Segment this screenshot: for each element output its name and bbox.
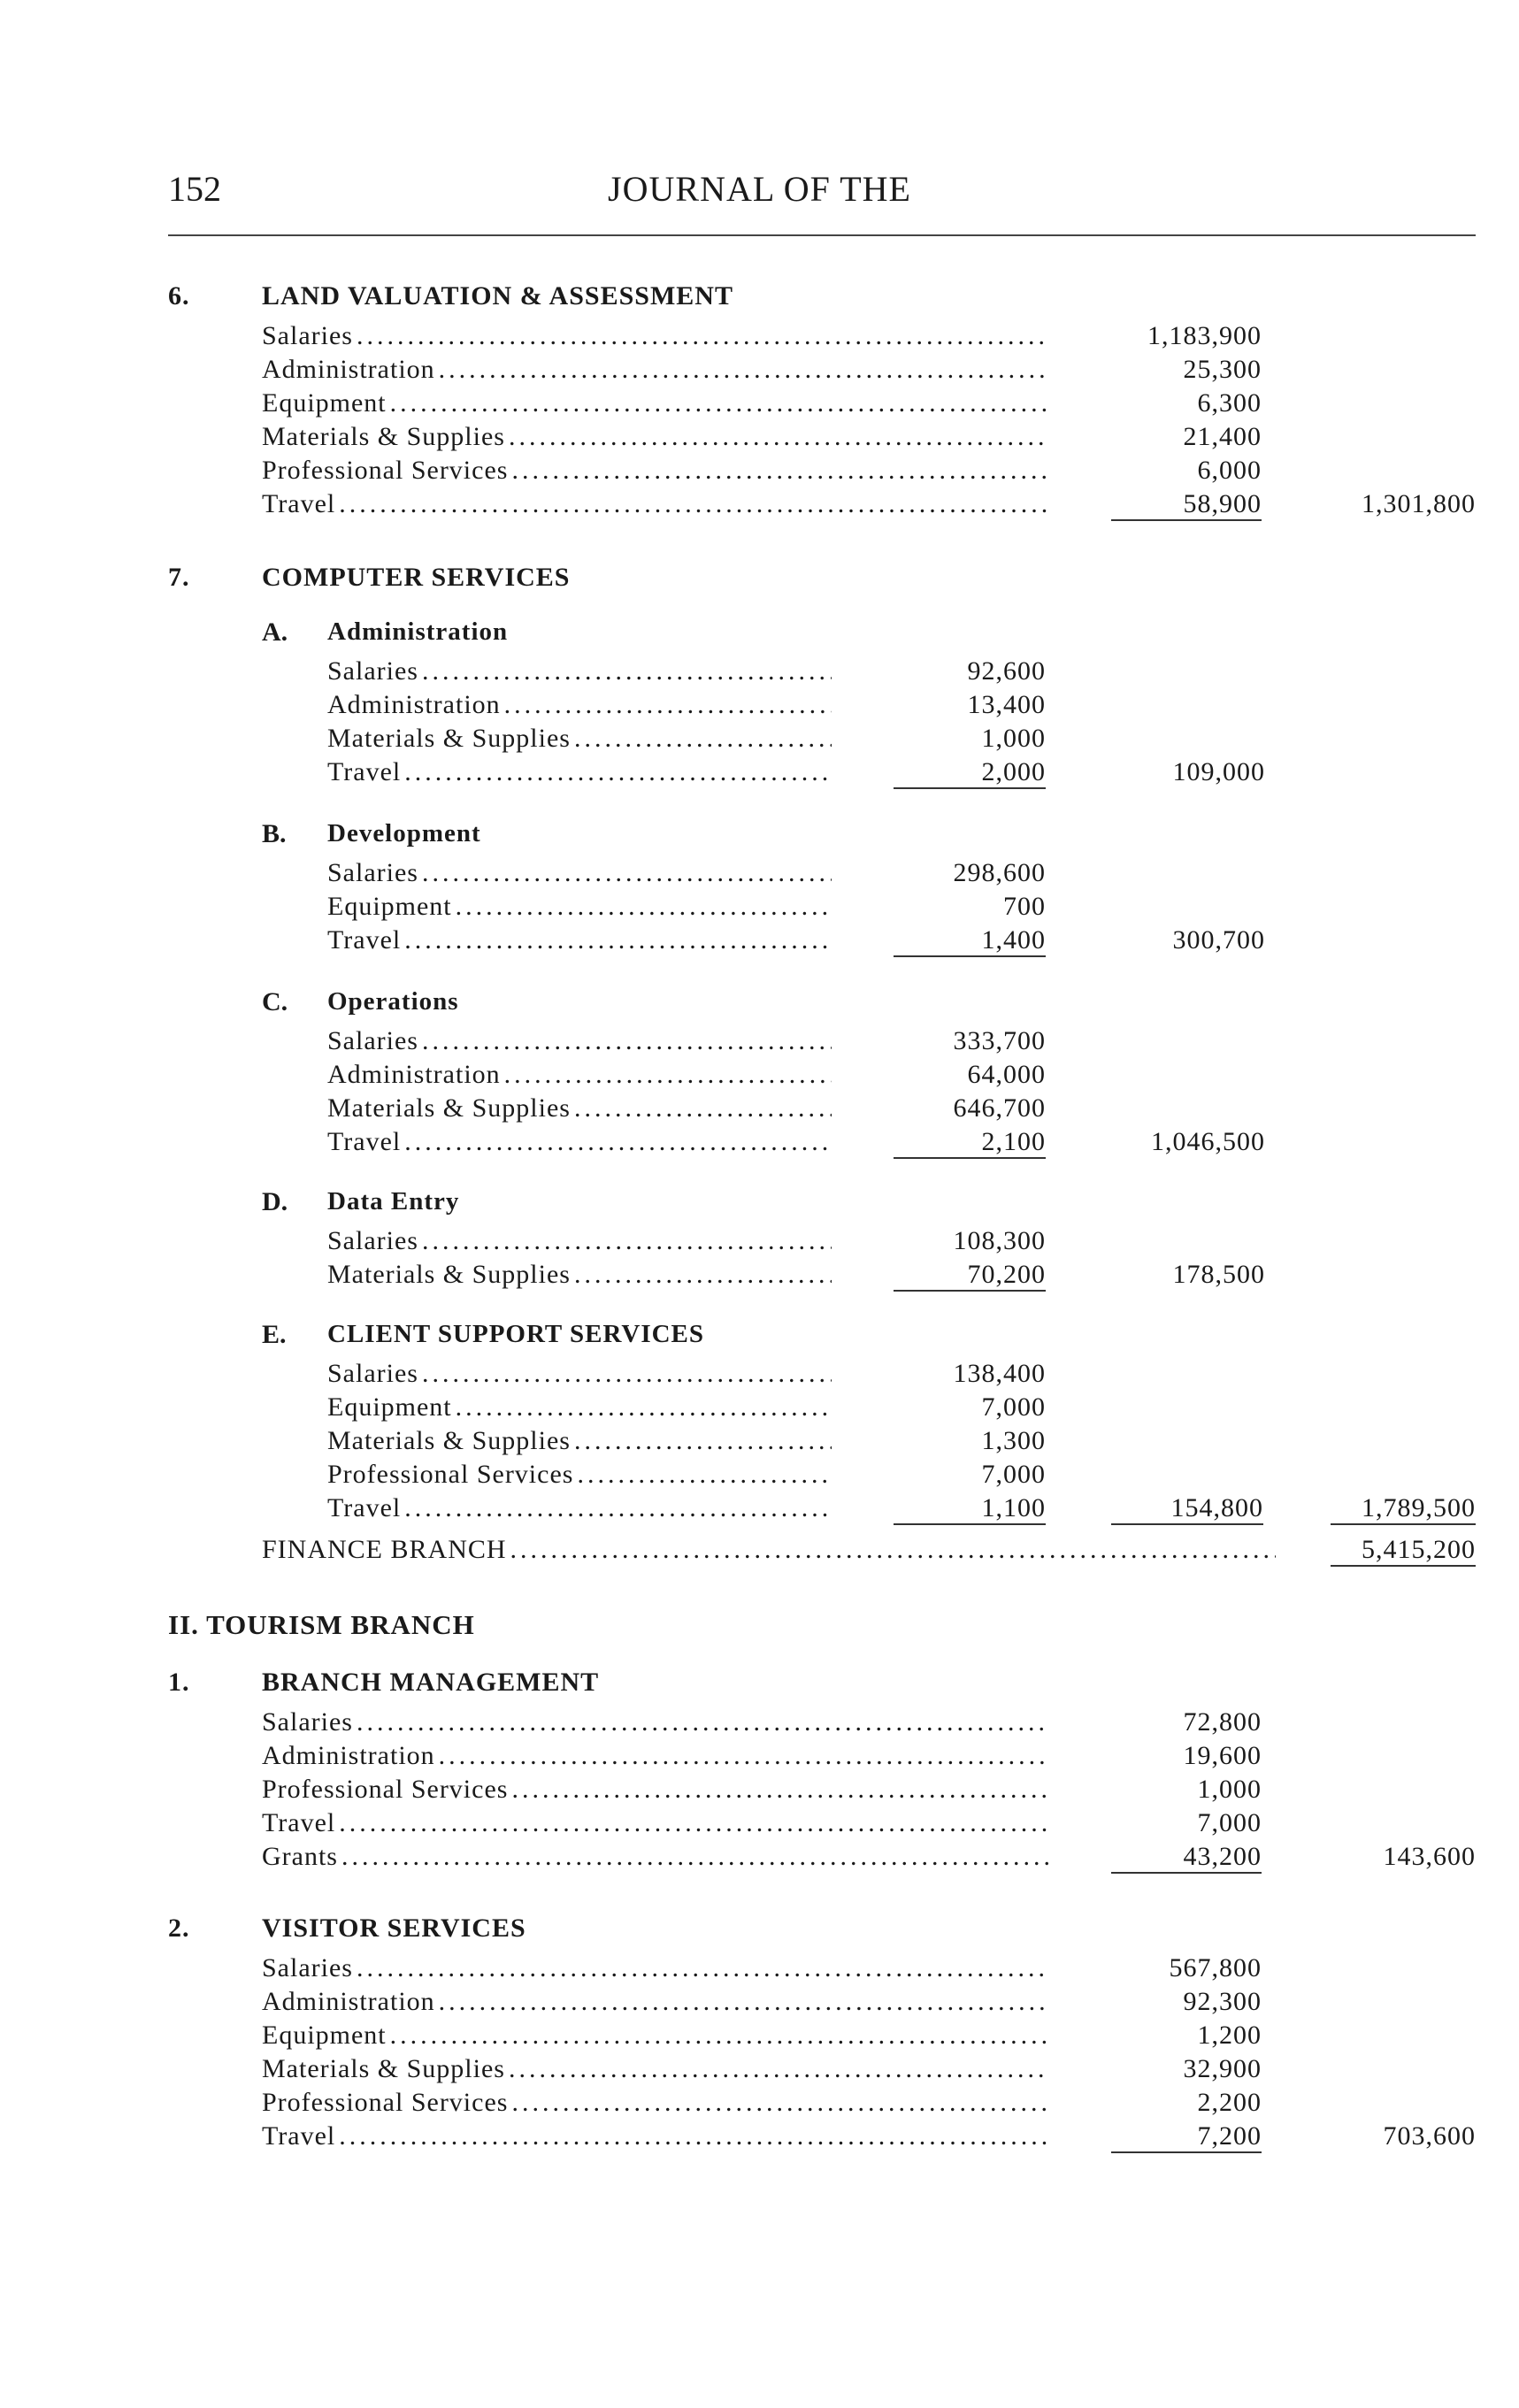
section-number: 6. xyxy=(168,281,190,311)
line-amount: 646,700 xyxy=(953,1093,1046,1123)
line-amount: 72,800 xyxy=(1183,1707,1262,1737)
line-label: Travel xyxy=(262,1808,336,1837)
subsection-letter: C. xyxy=(262,987,288,1016)
part-heading: II. TOURISM BRANCH xyxy=(168,1609,475,1640)
subsection-total: 109,000 xyxy=(1172,757,1265,786)
line-label: Salaries xyxy=(262,1953,353,1982)
budget-line xyxy=(262,422,1476,456)
line-label: Materials & Supplies xyxy=(327,1260,571,1289)
page-number: 152 xyxy=(168,169,221,209)
budget-line xyxy=(327,656,1265,690)
budget-line xyxy=(262,1953,1476,1987)
budget-line xyxy=(327,1426,1476,1460)
line-label: Salaries xyxy=(327,858,418,887)
budget-line xyxy=(262,355,1476,388)
line-amount: 1,000 xyxy=(981,724,1046,753)
line-label: Travel xyxy=(262,2121,336,2151)
budget-line xyxy=(262,1707,1476,1741)
budget-line xyxy=(327,690,1265,724)
subsection-total: 178,500 xyxy=(1172,1260,1265,1289)
budget-line xyxy=(327,1260,1265,1293)
line-amount: 6,300 xyxy=(1197,388,1262,418)
subsection-total: 154,800 xyxy=(1111,1493,1263,1525)
budget-line xyxy=(327,1093,1265,1127)
budget-line xyxy=(327,1127,1265,1161)
line-amount: 6,000 xyxy=(1197,456,1262,485)
subsection-heading: Data Entry xyxy=(327,1187,460,1216)
line-label: Administration xyxy=(262,1741,435,1770)
budget-line xyxy=(262,1808,1476,1842)
line-label: Travel xyxy=(327,757,402,786)
line-label: Professional Services xyxy=(262,2088,509,2117)
line-label: Professional Services xyxy=(327,1460,574,1489)
line-amount: 58,900 xyxy=(1111,489,1262,521)
line-amount: 2,100 xyxy=(894,1127,1046,1159)
section-heading: COMPUTER SERVICES xyxy=(262,563,571,592)
budget-line xyxy=(262,1987,1476,2021)
line-amount: 92,300 xyxy=(1183,1987,1262,2016)
line-label: Grants xyxy=(262,1842,338,1871)
line-label: Administration xyxy=(327,690,501,719)
line-label: Equipment xyxy=(327,1392,452,1422)
section-number: 7. xyxy=(168,563,190,592)
line-label: Materials & Supplies xyxy=(327,1426,571,1455)
line-amount: 138,400 xyxy=(953,1359,1046,1388)
subsection-total: 300,700 xyxy=(1172,925,1265,955)
line-amount: 25,300 xyxy=(1183,355,1262,384)
budget-line xyxy=(262,321,1476,355)
section-total: 1,789,500 xyxy=(1331,1493,1476,1525)
branch-total-line xyxy=(262,1535,1476,1568)
budget-line xyxy=(327,1392,1476,1426)
budget-line xyxy=(262,456,1476,489)
line-label: Salaries xyxy=(327,1359,418,1388)
line-label: Professional Services xyxy=(262,456,509,485)
line-amount: 108,300 xyxy=(953,1226,1046,1255)
line-label: Salaries xyxy=(262,321,353,350)
line-amount: 19,600 xyxy=(1183,1741,1262,1770)
line-label: Travel xyxy=(327,1493,402,1522)
line-amount: 1,400 xyxy=(894,925,1046,957)
line-amount: 1,300 xyxy=(981,1426,1046,1455)
line-amount: 7,200 xyxy=(1111,2121,1262,2153)
subsection-letter: B. xyxy=(262,819,287,848)
line-amount: 13,400 xyxy=(967,690,1046,719)
budget-line xyxy=(327,1493,1476,1527)
section-heading: VISITOR SERVICES xyxy=(262,1913,526,1943)
line-amount: 298,600 xyxy=(953,858,1046,887)
line-label: Salaries xyxy=(262,1707,353,1737)
subsection-heading: Operations xyxy=(327,987,459,1016)
section-total: 703,600 xyxy=(1383,2121,1476,2151)
line-amount: 1,183,900 xyxy=(1147,321,1262,350)
line-amount: 567,800 xyxy=(1169,1953,1262,1982)
line-label: Materials & Supplies xyxy=(262,422,505,451)
line-amount: 32,900 xyxy=(1183,2054,1262,2083)
line-amount: 7,000 xyxy=(981,1392,1046,1422)
line-label: Travel xyxy=(327,925,402,955)
section-heading: LAND VALUATION & ASSESSMENT xyxy=(262,281,733,311)
line-label: Administration xyxy=(262,1987,435,2016)
line-label: Administration xyxy=(327,1060,501,1089)
subsection-heading: CLIENT SUPPORT SERVICES xyxy=(327,1320,705,1348)
line-amount: 92,600 xyxy=(967,656,1046,686)
line-amount: 43,200 xyxy=(1111,1842,1262,1874)
line-label: Materials & Supplies xyxy=(262,2054,505,2083)
budget-line xyxy=(327,925,1265,959)
budget-line xyxy=(262,1741,1476,1775)
section-number: 1. xyxy=(168,1668,190,1697)
line-amount: 64,000 xyxy=(967,1060,1046,1089)
line-label: Materials & Supplies xyxy=(327,724,571,753)
subsection-letter: E. xyxy=(262,1320,287,1349)
budget-line xyxy=(327,724,1265,757)
line-amount: 7,000 xyxy=(1197,1808,1262,1837)
subsection-letter: A. xyxy=(262,617,288,647)
line-amount: 2,200 xyxy=(1197,2088,1262,2117)
section-total: 1,301,800 xyxy=(1362,489,1476,518)
line-amount: 21,400 xyxy=(1183,422,1262,451)
budget-line xyxy=(327,1226,1265,1260)
branch-total-amount: 5,415,200 xyxy=(1331,1535,1476,1567)
subsection-heading: Development xyxy=(327,819,481,847)
budget-line xyxy=(327,757,1265,791)
budget-line xyxy=(262,2121,1476,2155)
budget-line xyxy=(327,1460,1476,1493)
section-heading: BRANCH MANAGEMENT xyxy=(262,1668,600,1697)
subsection-total: 1,046,500 xyxy=(1151,1127,1265,1156)
section-number: 2. xyxy=(168,1913,190,1943)
budget-line xyxy=(327,1026,1265,1060)
line-amount: 70,200 xyxy=(894,1260,1046,1292)
budget-line xyxy=(262,489,1476,523)
budget-line xyxy=(262,2088,1476,2121)
line-amount: 333,700 xyxy=(953,1026,1046,1055)
line-label: Materials & Supplies xyxy=(327,1093,571,1123)
running-head: JOURNAL OF THE xyxy=(608,169,911,209)
line-label: Equipment xyxy=(327,892,452,921)
branch-total-label: FINANCE BRANCH xyxy=(262,1535,507,1564)
line-amount: 1,000 xyxy=(1197,1775,1262,1804)
budget-line xyxy=(327,1060,1265,1093)
line-label: Equipment xyxy=(262,388,387,418)
line-amount: 2,000 xyxy=(894,757,1046,789)
budget-line xyxy=(262,1842,1476,1875)
line-label: Travel xyxy=(327,1127,402,1156)
budget-line xyxy=(262,388,1476,422)
line-label: Salaries xyxy=(327,1026,418,1055)
line-amount: 700 xyxy=(1003,892,1046,921)
line-amount: 1,200 xyxy=(1197,2021,1262,2050)
line-amount: 1,100 xyxy=(894,1493,1046,1525)
line-label: Salaries xyxy=(327,656,418,686)
budget-line xyxy=(262,2054,1476,2088)
header-rule xyxy=(168,234,1476,236)
budget-line xyxy=(262,2021,1476,2054)
budget-line xyxy=(327,858,1265,892)
subsection-letter: D. xyxy=(262,1187,288,1216)
section-total: 143,600 xyxy=(1383,1842,1476,1871)
budget-line xyxy=(262,1775,1476,1808)
line-label: Travel xyxy=(262,489,336,518)
line-label: Salaries xyxy=(327,1226,418,1255)
subsection-heading: Administration xyxy=(327,617,509,646)
budget-line xyxy=(327,1359,1476,1392)
line-label: Professional Services xyxy=(262,1775,509,1804)
line-label: Equipment xyxy=(262,2021,387,2050)
line-label: Administration xyxy=(262,355,435,384)
line-amount: 7,000 xyxy=(981,1460,1046,1489)
budget-line xyxy=(327,892,1265,925)
